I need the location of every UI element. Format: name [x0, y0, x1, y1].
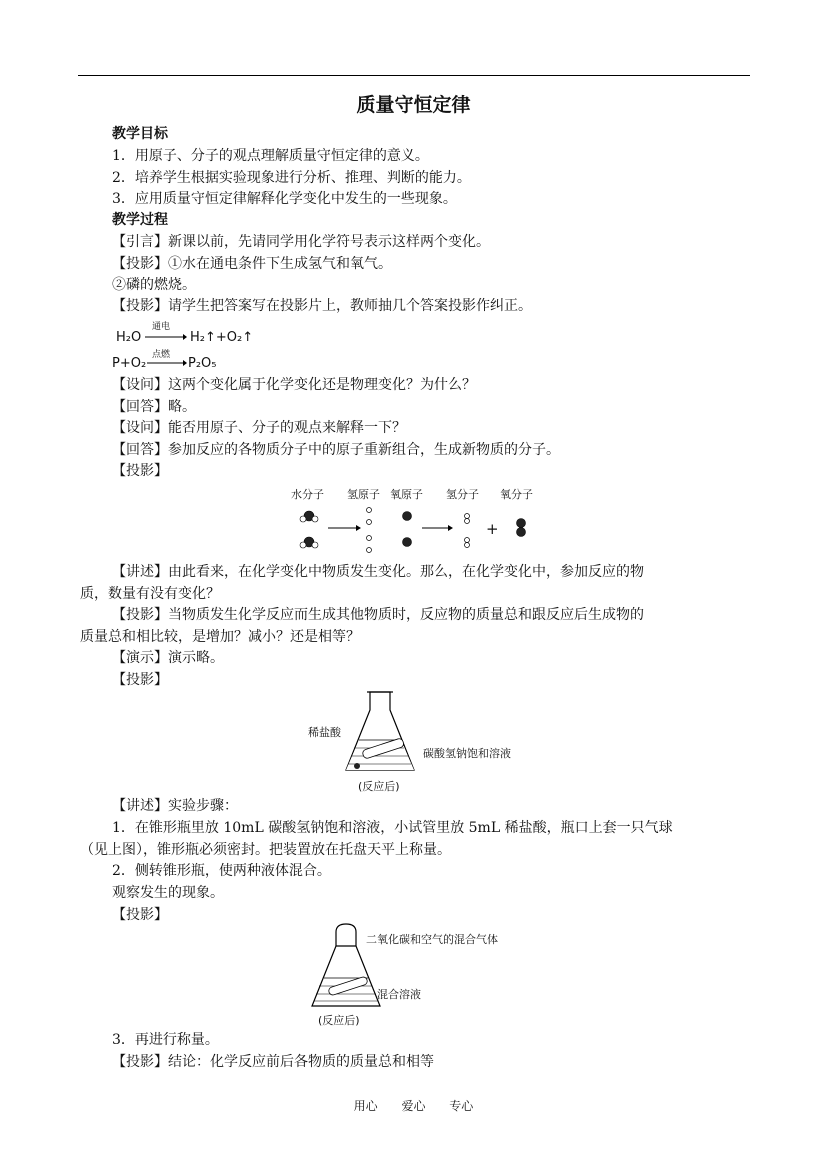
text-line: 【投影】: [112, 672, 168, 688]
text-line: 【投影】①水在通电条件下生成氢气和氧气。: [112, 256, 392, 272]
text-line: 质，数量有没有变化？: [80, 586, 220, 602]
header-rule: [78, 75, 750, 76]
label-hydrogen-molecule: 氢分子: [446, 488, 479, 501]
eq2-left: P+O₂: [112, 356, 147, 371]
text-line: 【引言】新课以前，先请同学用化学符号表示这样两个变化。: [112, 234, 490, 250]
oxygen-molecule-icon: [517, 519, 526, 537]
goal-item: 3．应用质量守恒定律解释化学变化中发生的一些现象。: [112, 191, 457, 207]
flask2-label-solution: 混合溶液: [377, 988, 421, 1001]
hydrogen-atom-icon: [367, 508, 372, 553]
eq1-condition: 通电: [152, 322, 171, 332]
process-heading: 教学过程: [112, 212, 168, 228]
goal-item: 2．培养学生根据实验现象进行分析、推理、判断的能力。: [112, 170, 471, 186]
eq1-right: H₂↑+O₂↑: [190, 330, 254, 345]
molecule-diagram: [290, 502, 540, 558]
text-line: 【投影】当物质发生化学反应而生成其他物质时，反应物的质量总和跟反应后生成物的: [112, 607, 644, 623]
page-footer: 用心 爱心 专心: [353, 1099, 474, 1113]
water-molecule-icon: [300, 511, 318, 548]
label-oxygen-molecule: 氧分子: [500, 488, 533, 501]
goal-item: 1．用原子、分子的观点理解质量守恒定律的意义。: [112, 148, 429, 164]
eq2-condition: 点燃: [152, 350, 171, 360]
label-oxygen-atom: 氧原子: [390, 488, 423, 501]
plus-sign: +: [486, 520, 499, 538]
text-line: 质量总和相比较，是增加？减小？还是相等？: [80, 629, 360, 645]
eq1-left: H₂O: [116, 330, 142, 345]
text-line: 【讲述】由此看来，在化学变化中物质发生变化。那么，在化学变化中，参加反应的物: [112, 564, 644, 580]
flask-icon: [340, 688, 420, 780]
text-line: 3．再进行称量。: [112, 1032, 219, 1048]
text-line: 观察发生的现象。: [112, 885, 224, 901]
page-title: 质量守恒定律: [356, 94, 471, 116]
flask1-label-solution: 碳酸氢钠饱和溶液: [423, 747, 511, 760]
flask1-caption: (反应后): [358, 780, 400, 793]
text-line: 【投影】结论：化学反应前后各物质的质量总和相等: [112, 1054, 434, 1070]
text-line: 【演示】演示略。: [112, 650, 224, 666]
text-line: 2．侧转锥形瓶，使两种液体混合。: [112, 863, 331, 879]
text-line: （见上图），锥形瓶必须密封。把装置放在托盘天平上称量。: [80, 842, 451, 858]
eq1-arrow: [145, 332, 187, 342]
oxygen-atom-icon: [403, 512, 412, 547]
text-line: 1．在锥形瓶里放 10mL 碳酸氢钠饱和溶液，小试管里放 5mL 稀盐酸，瓶口上套一只气球: [112, 820, 673, 836]
text-line: 【设问】这两个变化属于化学变化还是物理变化？为什么？: [112, 377, 476, 393]
hydrogen-molecule-icon: [465, 514, 470, 548]
text-line: 【回答】略。: [112, 399, 196, 415]
text-line: 【回答】参加反应的各物质分子中的原子重新组合，生成新物质的分子。: [112, 442, 560, 458]
flask2-label-gas: 二氧化碳和空气的混合气体: [366, 933, 498, 946]
flask1-label-acid: 稀盐酸: [308, 726, 341, 739]
goals-heading: 教学目标: [112, 126, 168, 142]
text-line: ②磷的燃烧。: [112, 277, 196, 293]
flask2-caption: (反应后): [318, 1014, 360, 1027]
eq2-arrow: [147, 358, 187, 368]
text-line: 【投影】: [112, 907, 168, 923]
text-line: 【投影】请学生把答案写在投影片上，教师抽几个答案投影作纠正。: [112, 298, 532, 314]
label-hydrogen-atom: 氢原子: [347, 488, 380, 501]
eq2-right: P₂O₅: [188, 356, 217, 371]
text-line: 【讲述】实验步骤：: [112, 798, 238, 814]
label-water-molecule: 水分子: [291, 488, 324, 501]
text-line: 【投影】: [112, 463, 168, 479]
text-line: 【设问】能否用原子、分子的观点来解释一下？: [112, 420, 406, 436]
